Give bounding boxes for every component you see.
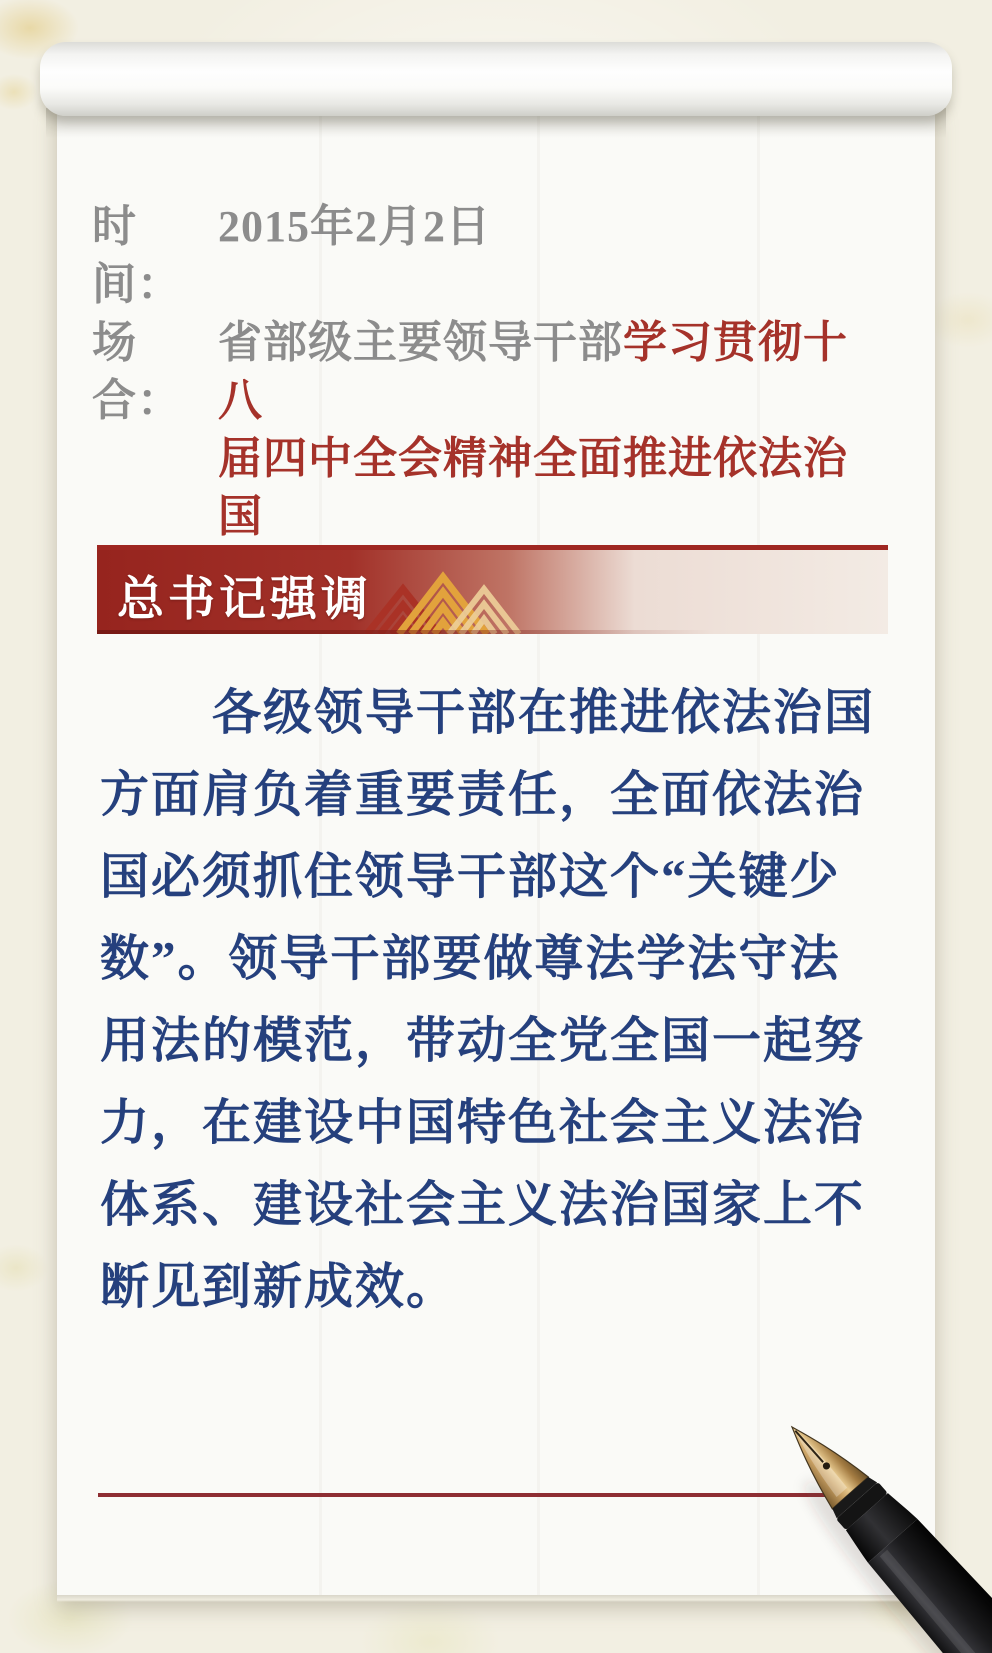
quote-line: 数”。领导干部要做尊法学法守法 [100,931,841,986]
quote-line: 力，在建设中国特色社会主义法治 [100,1095,866,1150]
occasion-line-1-red-text: 学习贯彻十八 [218,318,848,425]
section-bar-bottom-border [97,630,888,634]
paper-roll [40,42,952,116]
quote-line: 体系、建设社会主义法治国家上不 [100,1177,866,1232]
time-value: 2015年2月2日 [218,202,491,251]
occasion-label: 场合： [92,318,182,425]
quote-line: 断见到新成效。 [100,1259,458,1314]
occasion-line-2: 届四中全会精神全面推进依法治国 [218,434,848,541]
mountain-chevrons-icon [365,558,527,634]
quote-line: 国必须抓住领导干部这个“关键少 [100,849,841,904]
quote-line: 各级领导干部在推进依法治国 [212,685,876,740]
section-title: 总书记强调 [117,574,372,626]
quote-line: 用法的模范，带动全党全国一起努 [100,1013,866,1068]
time-label: 时间： [92,202,182,309]
quote-block [100,672,876,1328]
section-header-bar [97,545,888,634]
quote-line: 方面肩负着重要责任，全面依法治 [100,767,866,822]
fountain-pen-icon [662,1313,992,1653]
meta-block [92,198,882,604]
time-row [92,198,882,314]
occasion-line-1 [218,314,882,430]
occasion-line-1-gray-text: 省部级主要领导干部 [218,318,623,367]
